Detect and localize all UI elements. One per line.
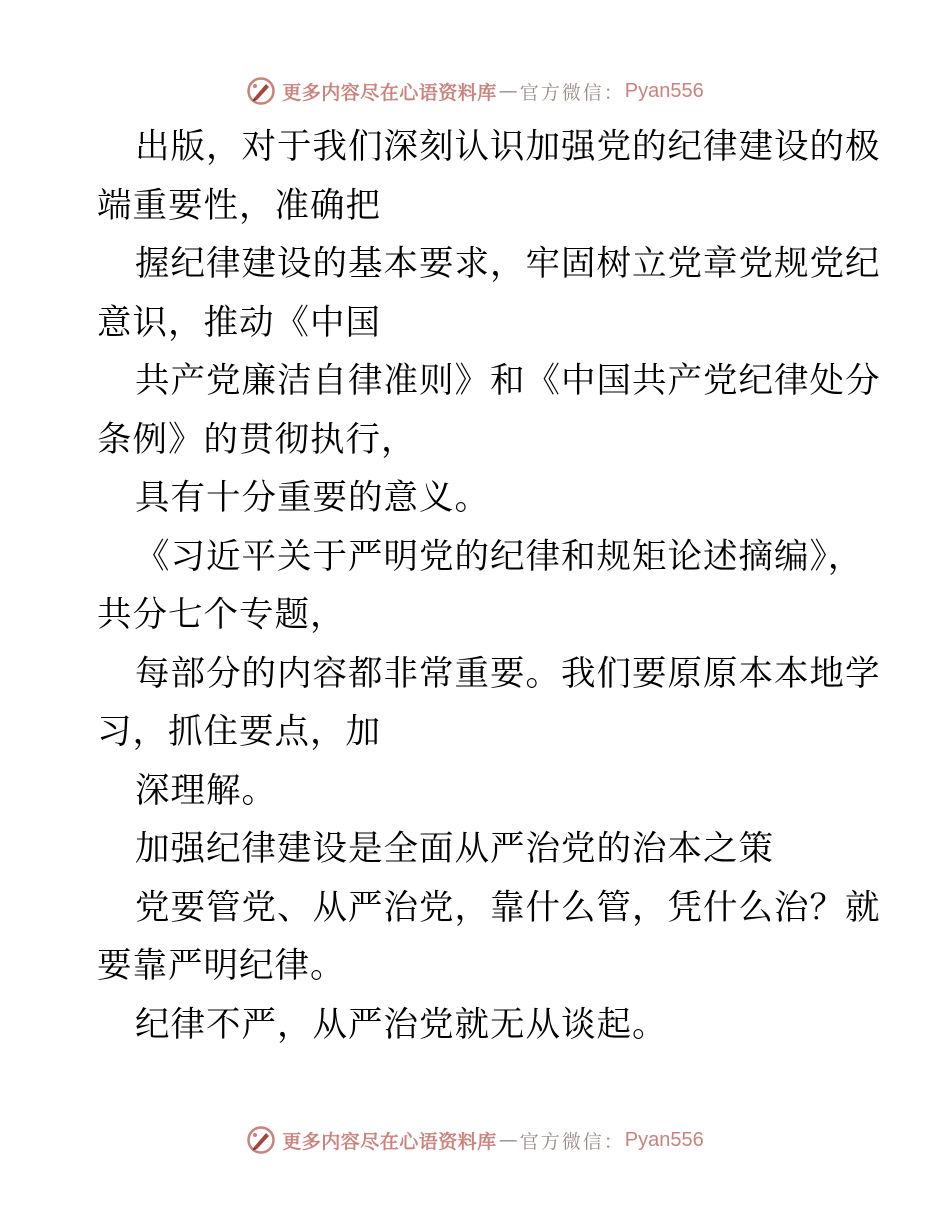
paragraph-line: 共产党廉洁自律准则》和《中国共产党纪律处分 [135, 361, 881, 401]
paragraph [97, 996, 857, 1055]
watermark-label: 官方微信： [519, 1130, 625, 1153]
paragraph [97, 820, 857, 879]
watermark-wechat-id: Pyan556 [624, 1128, 704, 1151]
paragraph [97, 528, 864, 645]
paragraph-line: 端重要性，准确把 [97, 185, 381, 226]
paragraph-line: 具有十分重要的意义。 [135, 478, 490, 518]
paragraph [97, 235, 881, 352]
paragraph-line: 要靠严明纪律。 [97, 946, 346, 986]
paragraph-line: 党要管党、从严治党，靠什么管，凭什么治？就 [135, 887, 881, 928]
watermark-separator: — [498, 1129, 518, 1151]
paragraph-line: 共分七个专题， [97, 595, 346, 635]
paragraph-line: 握纪律建设的基本要求，牢固树立党章党规党纪 [135, 244, 881, 284]
paragraph [97, 645, 881, 762]
paragraph [97, 352, 881, 469]
paragraph [97, 118, 881, 235]
watermark-brand: 更多内容尽在心语资料库 [282, 81, 497, 104]
footer-watermark [0, 1120, 950, 1160]
watermark-brand: 更多内容尽在心语资料库 [282, 1130, 497, 1153]
paragraph-line: 《习近平关于严明党的纪律和规矩论述摘编》， [135, 536, 864, 577]
document-body [97, 118, 881, 1054]
paragraph-line: 出版，对于我们深刻认识加强党的纪律建设的极 [135, 127, 881, 167]
paragraph-line: 加强纪律建设是全面从严治党的治本之策 [135, 829, 774, 869]
header-watermark [0, 71, 950, 111]
pen-circle-icon [246, 1125, 276, 1155]
paragraph-line: 习，抓住要点，加 [97, 712, 381, 752]
paragraph [97, 469, 857, 528]
paragraph-line: 深理解。 [135, 770, 277, 811]
watermark-separator: — [498, 80, 518, 102]
paragraph-line: 纪律不严，从严治党就无从谈起。 [135, 1004, 668, 1045]
paragraph-line: 条例》的贯彻执行， [97, 419, 417, 460]
paragraph-line: 意识，推动《中国 [97, 302, 381, 343]
paragraph [97, 879, 881, 996]
paragraph-line: 每部分的内容都非常重要。我们要原原本本地学 [135, 653, 881, 694]
paragraph [97, 762, 857, 821]
watermark-wechat-id: Pyan556 [624, 79, 704, 102]
watermark-label: 官方微信： [519, 81, 625, 104]
pen-circle-icon [246, 76, 276, 106]
